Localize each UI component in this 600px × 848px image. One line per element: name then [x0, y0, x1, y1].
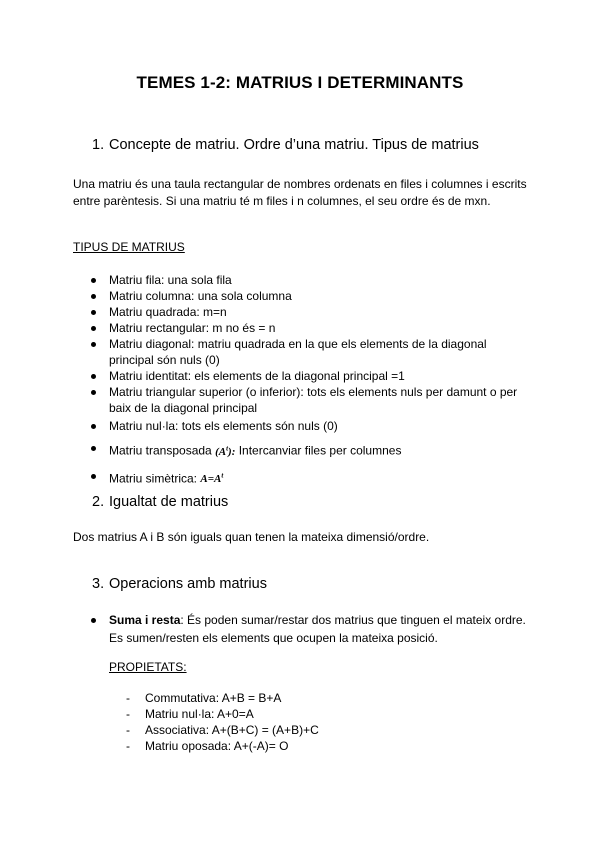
- bullet-icon: [91, 390, 96, 395]
- list-item: Matriu diagonal: matriu quadrada en la que els elements de la diagonal principal són nuls (0): [91, 336, 521, 368]
- section-2-title: Igualtat de matrius: [109, 494, 229, 510]
- bullet-icon: [91, 294, 96, 299]
- section-2-paragraph: Dos matrius A i B són iguals quan tenen la mateixa dimensió/ordre.: [73, 530, 430, 544]
- bullet-icon: [91, 326, 96, 331]
- properties-heading: PROPIETATS:: [109, 660, 187, 674]
- transposed-formula: $(A^t)$:: [215, 444, 236, 458]
- list-item: Matriu nul·la: tots els elements són nuls (0): [91, 418, 521, 434]
- bullet-icon: [91, 374, 96, 379]
- section-1-number: 1.: [92, 137, 105, 153]
- bullet-icon: [91, 446, 96, 451]
- symmetric-formula: $A=A^t$: [200, 471, 224, 486]
- section-1-paragraph: Una matriu és una taula rectangular de nombres ordenats en files i columnes i escrits entre parèntesis. Si una matriu té m files i n columnes, el seu ordre és de mxn.: [73, 177, 527, 208]
- list-item: Matriu identitat: els elements de la diagonal principal =1: [91, 368, 521, 384]
- bullet-icon: [91, 278, 96, 283]
- list-item: Matriu rectangular: m no és = n: [91, 320, 521, 336]
- list-item-symmetric: Matriu simètrica: $A=A^t$: [91, 468, 521, 488]
- list-item: Matriu columna: una sola columna: [91, 288, 521, 304]
- dash-icon: -: [126, 707, 130, 721]
- bullet-icon: [91, 474, 96, 479]
- bullet-icon: [91, 618, 96, 623]
- dash-icon: -: [126, 739, 130, 753]
- dash-icon: -: [126, 691, 130, 705]
- sum-label: Suma i resta: [109, 613, 181, 627]
- bullet-icon: [91, 424, 96, 429]
- list-item-transposed: Matriu transposada $(A^t)$: Intercanviar files per columnes: [91, 440, 521, 460]
- list-item: Matriu triangular superior (o inferior): tots els elements nuls per damunt o per baix de la diagonal principal: [91, 384, 521, 416]
- section-3-heading: [92, 576, 267, 592]
- section-2-number: 2.: [92, 494, 105, 510]
- section-1-heading: [92, 137, 479, 153]
- bullet-icon: [91, 310, 96, 315]
- sum-text: : És poden sumar/restar dos matrius que tinguen el mateix ordre. Es sumen/resten els elements que ocupen la mateixa posició.: [109, 613, 526, 645]
- list-item: Matriu fila: una sola fila: [91, 272, 521, 288]
- dash-icon: -: [126, 723, 130, 737]
- list-item: - Associativa: A+(B+C) = (A+B)+C: [126, 723, 319, 737]
- types-list: [91, 272, 521, 487]
- sum-and-subtract-item: [91, 611, 539, 647]
- types-heading: TIPUS DE MATRIUS: [73, 240, 185, 254]
- section-1-title: Concepte de matriu. Ordre d’una matriu. Tipus de matrius: [109, 137, 479, 153]
- properties-list: [126, 690, 319, 754]
- list-item: Matriu quadrada: m=n: [91, 304, 521, 320]
- section-3-number: 3.: [92, 576, 105, 592]
- section-3-title: Operacions amb matrius: [109, 576, 267, 592]
- list-item: - Commutativa: A+B = B+A: [126, 691, 282, 705]
- document-title: TEMES 1-2: MATRIUS I DETERMINANTS: [136, 73, 464, 92]
- bullet-icon: [91, 342, 96, 347]
- list-item: - Matriu nul·la: A+0=A: [126, 707, 254, 721]
- section-2-heading: [92, 494, 228, 510]
- list-item: - Matriu oposada: A+(-A)= O: [126, 739, 289, 753]
